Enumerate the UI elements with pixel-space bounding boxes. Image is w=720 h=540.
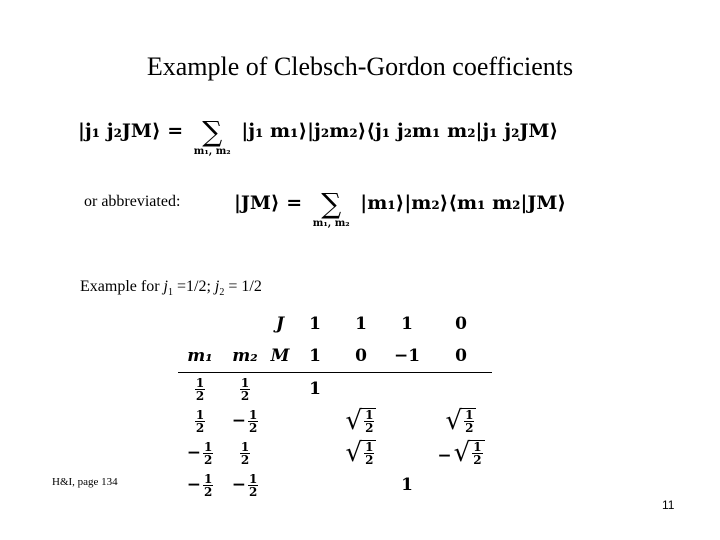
- cg-coefficient: √ $\frac{1}{2}$: [338, 437, 384, 469]
- m1-value: $\frac{1}{2}$: [195, 407, 205, 435]
- source-citation: H&I, page 134: [52, 476, 118, 488]
- M-label: M: [270, 346, 290, 366]
- m2-value: $\frac{1}{2}$: [240, 439, 250, 467]
- full-cg-expansion-equation: [78, 112, 559, 157]
- J-value: 1: [355, 314, 367, 334]
- eq1-sum-limits: m₁, m₂: [193, 146, 231, 157]
- J-value: 1: [401, 314, 413, 334]
- table-row: [178, 373, 492, 406]
- clebsch-gordan-table: [178, 308, 492, 501]
- m1-label: m₁: [187, 346, 213, 366]
- m2-value: − $\frac{1}{2}$: [231, 407, 258, 435]
- J-value: 0: [455, 314, 467, 334]
- J-value: 1: [309, 314, 321, 334]
- abbreviated-cg-equation: [234, 184, 567, 229]
- M-value: −1: [393, 346, 421, 366]
- M-value: 0: [455, 346, 467, 366]
- M-value: 0: [355, 346, 367, 366]
- eq1-lhs: |j₁ j₂JM⟩ =: [78, 120, 184, 142]
- eq2-rhs: |m₁⟩|m₂⟩⟨m₁ m₂|JM⟩: [360, 192, 567, 214]
- m2-value: − $\frac{1}{2}$: [231, 471, 258, 499]
- page-number: 11: [662, 498, 675, 512]
- m1-value: − $\frac{1}{2}$: [186, 471, 213, 499]
- cg-coefficient: √ $\frac{1}{2}$: [338, 405, 384, 437]
- m1-value: $\frac{1}{2}$: [195, 375, 205, 403]
- m2-value: $\frac{1}{2}$: [240, 375, 250, 403]
- cg-coefficient: 1: [401, 475, 413, 495]
- table-row: [178, 437, 492, 469]
- m2-label: m₂: [232, 346, 258, 366]
- cg-coefficient: − √ $\frac{1}{2}$: [430, 437, 492, 469]
- eq2-sum-symbol: ∑: [321, 187, 342, 220]
- slide-title: Example of Clebsch-Gordon coefficients: [146, 52, 574, 81]
- table-row: [178, 405, 492, 437]
- cg-coefficient: 1: [309, 379, 321, 399]
- m1-value: − $\frac{1}{2}$: [186, 439, 213, 467]
- eq2-lhs: |JM⟩ =: [234, 192, 303, 214]
- eq2-summation: [312, 187, 350, 230]
- eq2-sum-limits: m₁, m₂: [312, 218, 350, 229]
- j-header-row: [178, 308, 492, 340]
- eq1-summation: [193, 115, 231, 158]
- example-caption: Example for $j_1 =1/2$; $j_2 = 1/2$: [80, 278, 262, 299]
- abbreviated-label: or abbreviated:: [84, 193, 181, 210]
- m-header-row: [178, 340, 492, 373]
- eq1-rhs: |j₁ m₁⟩|j₂m₂⟩⟨j₁ j₂m₁ m₂|j₁ j₂JM⟩: [241, 120, 559, 142]
- table-row: [178, 469, 492, 501]
- eq1-sum-symbol: ∑: [202, 115, 223, 148]
- cg-coefficient: √ $\frac{1}{2}$: [430, 405, 492, 437]
- M-value: 1: [309, 346, 321, 366]
- J-label: J: [275, 314, 285, 334]
